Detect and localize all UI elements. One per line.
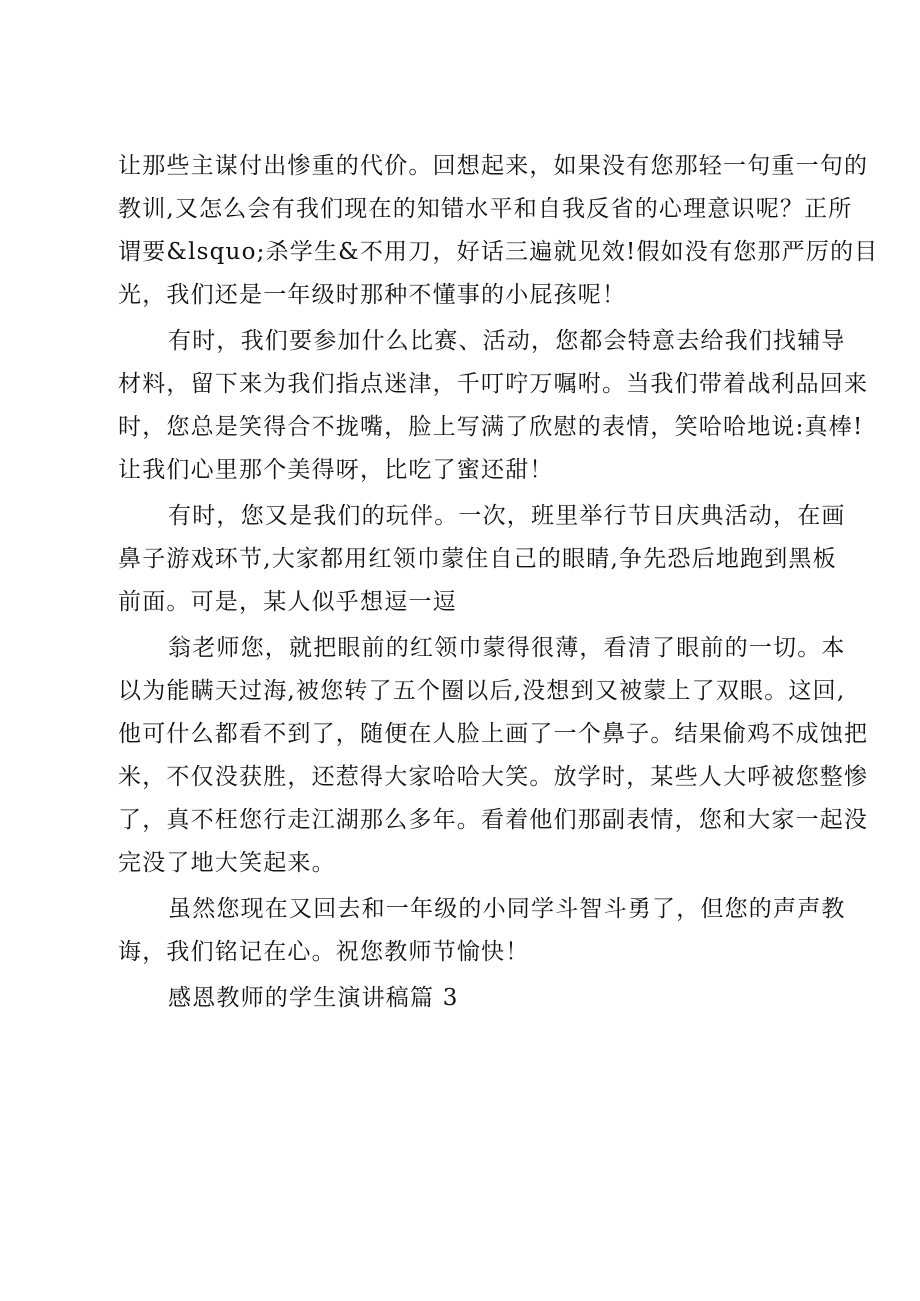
text-line: 光，我们还是一年级时那种不懂事的小屁孩呢！ <box>118 282 627 308</box>
paragraph <box>118 888 846 974</box>
text-line: 有时，您又是我们的玩伴。一次，班里举行节日庆典活动，在画 <box>168 503 846 529</box>
text-line: 了，真不枉您行走江湖那么多年。看着他们那副表情，您和大家一起没 <box>118 807 869 833</box>
paragraph <box>118 627 869 885</box>
text-line: 前面。可是，某人似乎想逗一逗 <box>118 589 457 615</box>
text-line: 让我们心里那个美得呀，比吃了蜜还甜！ <box>118 457 554 483</box>
text-line: 谓要&lsquo;杀学生&不用刀，好话三遍就见效!假如没有您那严厉的目 <box>118 239 879 265</box>
text-line: 翁老师您，就把眼前的红领巾蒙得很薄，看清了眼前的一切。本 <box>168 635 846 661</box>
text-line: 教训,又怎么会有我们现在的知错水平和自我反省的心理意识呢？正所 <box>118 196 853 222</box>
text-line: 虽然您现在又回去和一年级的小同学斗智斗勇了，但您的声声教 <box>168 896 846 922</box>
text-line: 以为能瞒天过海,被您转了五个圈以后,没想到又被蒙上了双眼。这回, <box>118 678 846 704</box>
paragraph <box>118 320 869 492</box>
text-line: 鼻子游戏环节,大家都用红领巾蒙住自己的眼睛,争先恐后地跑到黑板 <box>118 546 837 572</box>
text-line: 米，不仅没获胜，还惹得大家哈哈大笑。放学时，某些人大呼被您整惨 <box>118 764 869 790</box>
text-line: 时，您总是笑得合不拢嘴，脸上写满了欣慰的表情，笑哈哈地说:真棒! <box>118 414 864 440</box>
document-body <box>118 145 879 1020</box>
section-heading: 感恩教师的学生演讲稿篇 3 <box>168 985 459 1011</box>
text-line: 完没了地大笑起来。 <box>118 850 336 876</box>
text-line: 有时，我们要参加什么比赛、活动，您都会特意去给我们找辅导 <box>168 328 846 354</box>
text-line: 诲，我们铭记在心。祝您教师节愉快！ <box>118 939 530 965</box>
paragraph <box>118 145 879 317</box>
text-line: 材料，留下来为我们指点迷津，千叮咛万嘱咐。当我们带着战利品回来 <box>118 371 869 397</box>
text-line: 让那些主谋付出惨重的代价。回想起来，如果没有您那轻一句重一句的 <box>118 153 869 179</box>
text-line: 他可什么都看不到了，随便在人脸上画了一个鼻子。结果偷鸡不成蚀把 <box>118 721 869 747</box>
paragraph <box>118 495 846 624</box>
